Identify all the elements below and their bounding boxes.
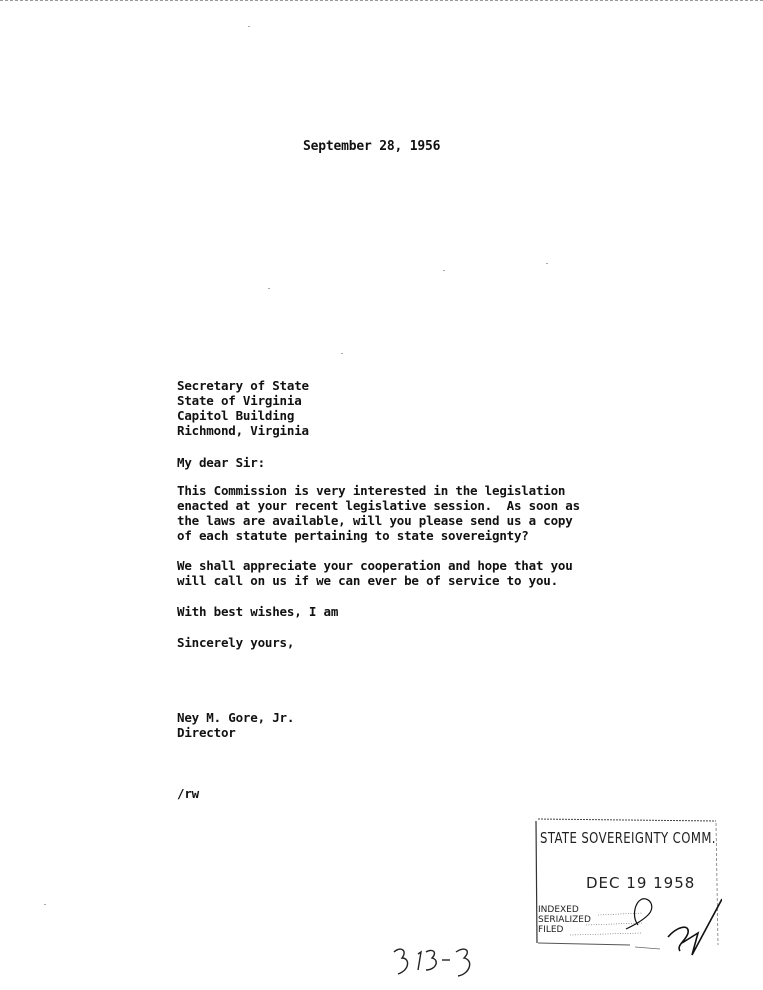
address-line: Richmond, Virginia — [177, 423, 309, 438]
stamp-field-serialized: SERIALIZED — [538, 915, 591, 925]
page-top-edge — [0, 0, 763, 1]
address-line: State of Virginia — [177, 393, 302, 408]
handwritten-file-number-glyphs — [388, 940, 478, 980]
handwritten-initial-mark — [626, 899, 652, 929]
scan-speck — [341, 353, 343, 354]
stamp-agency-title: STATE SOVEREIGNTY COMM. — [540, 829, 716, 847]
scan-speck — [248, 26, 250, 27]
address-line: Capitol Building — [177, 408, 295, 423]
signature-block — [177, 710, 294, 740]
signer-title: Director — [177, 725, 236, 740]
paragraph-line: We shall appreciate your cooperation and hope that you — [177, 558, 573, 573]
handwritten-file-number — [388, 940, 478, 984]
body-paragraph-1 — [177, 483, 580, 543]
body-paragraph-2 — [177, 558, 573, 588]
scan-speck — [443, 270, 445, 271]
paragraph-line: This Commission is very interested in the legislation — [177, 483, 566, 498]
salutation: My dear Sir: — [177, 455, 265, 470]
stamp-field-indexed: INDEXED — [538, 905, 579, 915]
paragraph-line: will call on us if we can ever be of service to you. — [177, 573, 558, 588]
paragraph-line: enacted at your recent legislative session. As soon as — [177, 498, 580, 513]
address-line: Secretary of State — [177, 378, 309, 393]
typist-initials: /rw — [177, 786, 199, 801]
letter-date: September 28, 1956 — [303, 139, 441, 154]
scan-speck — [546, 263, 548, 264]
received-stamp — [530, 815, 722, 957]
scan-speck — [44, 904, 46, 905]
paragraph-line: the laws are available, will you please send us a copy — [177, 513, 573, 528]
scan-speck — [268, 288, 270, 289]
signer-name: Ney M. Gore, Jr. — [177, 710, 295, 725]
closing-line: With best wishes, I am — [177, 604, 339, 619]
stamp-field-filed: FILED — [538, 925, 564, 935]
handwritten-initial-mark — [668, 899, 722, 955]
recipient-address — [177, 378, 309, 438]
paragraph-line: of each statute pertaining to state sovereignty? — [177, 528, 529, 543]
complimentary-close: Sincerely yours, — [177, 635, 295, 650]
stamp-date: DEC 19 1958 — [586, 874, 696, 892]
